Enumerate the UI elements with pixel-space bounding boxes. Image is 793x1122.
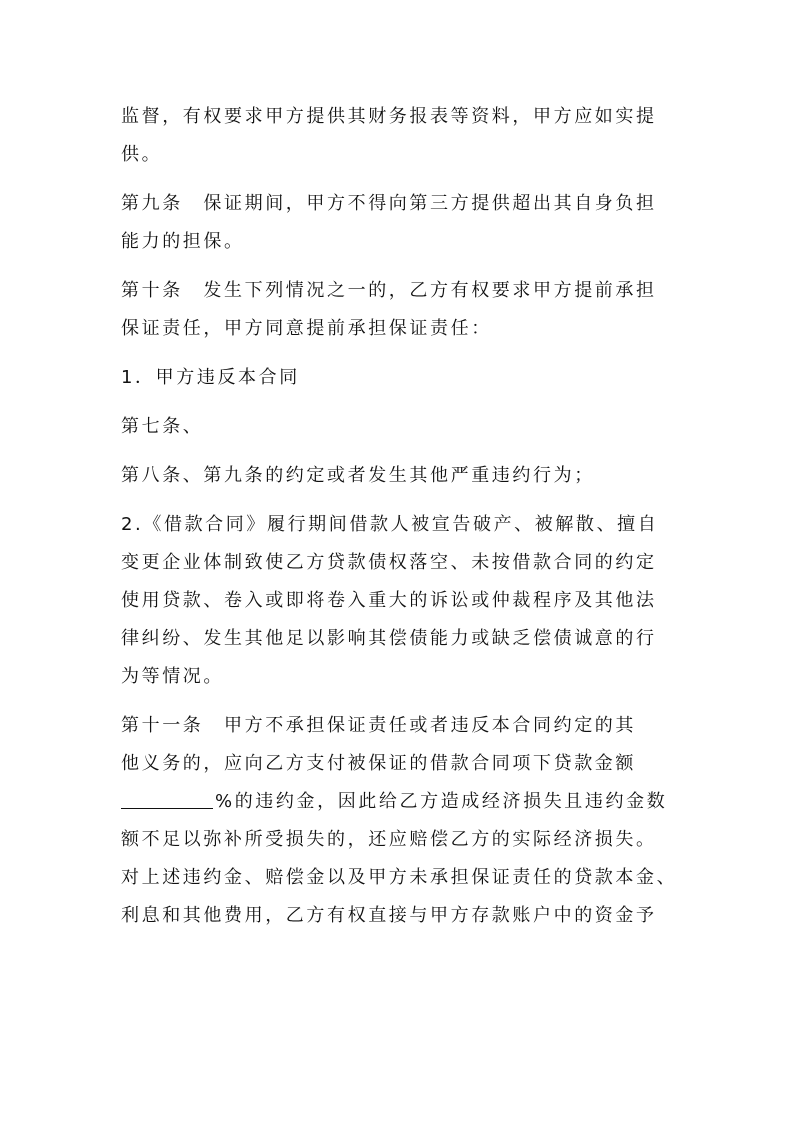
text-line: 能力的担保。 xyxy=(121,231,245,252)
text-line: 对上述违约金、赔偿金以及甲方未承担保证责任的贷款本金、 xyxy=(121,867,678,888)
text-fragment: %的违约金，因此给乙方造成经济损失且违约金数 xyxy=(215,791,668,812)
text-line: 1．甲方违反本合同 xyxy=(121,367,300,388)
paragraph-article-9 xyxy=(121,185,677,261)
text-line: 第八条、第九条的约定或者发生其他严重违约行为； xyxy=(121,465,595,486)
text-line: 监督，有权要求甲方提供其财务报表等资料，甲方应如实提 xyxy=(121,106,657,127)
paragraph-article-8-ref xyxy=(121,457,677,495)
fill-in-blank xyxy=(121,788,213,809)
text-line: 第九条 保证期间，甲方不得向第三方提供超出其自身负担 xyxy=(121,193,657,214)
text-line: 2.《借款合同》履行期间借款人被宣告破产、被解散、擅自 xyxy=(121,514,659,535)
text-line: 第十一条 甲方不承担保证责任或者违反本合同约定的其 xyxy=(121,715,636,736)
text-line: 第七条、 xyxy=(121,416,204,437)
text-line: 保证责任，甲方同意提前承担保证责任： xyxy=(121,318,492,339)
document-body xyxy=(121,98,677,946)
paragraph-item-2 xyxy=(121,506,677,696)
text-line: 额不足以弥补所受损失的，还应赔偿乙方的实际经济损失。 xyxy=(121,829,657,850)
text-line: 供。 xyxy=(121,144,163,165)
paragraph-article-11 xyxy=(121,707,677,935)
paragraph-item-1 xyxy=(121,359,677,397)
text-line: 使用贷款、卷入或即将卷入重大的诉讼或仲裁程序及其他法 xyxy=(121,590,657,611)
text-line: 利息和其他费用，乙方有权直接与甲方存款账户中的资金予 xyxy=(121,905,657,926)
paragraph-article-7-ref xyxy=(121,408,677,446)
paragraph-article-10 xyxy=(121,272,677,348)
text-line: 律纠纷、发生其他足以影响其偿债能力或缺乏偿债诚意的行 xyxy=(121,628,657,649)
text-line: 他义务的，应向乙方支付被保证的借款合同项下贷款金额 xyxy=(121,753,636,774)
paragraph-supervision xyxy=(121,98,677,174)
text-line: 变更企业体制致使乙方贷款债权落空、未按借款合同的约定 xyxy=(121,552,657,573)
text-line-with-blank xyxy=(121,783,677,821)
text-line: 第十条 发生下列情况之一的，乙方有权要求甲方提前承担 xyxy=(121,280,657,301)
text-line: 为等情况。 xyxy=(121,666,224,687)
